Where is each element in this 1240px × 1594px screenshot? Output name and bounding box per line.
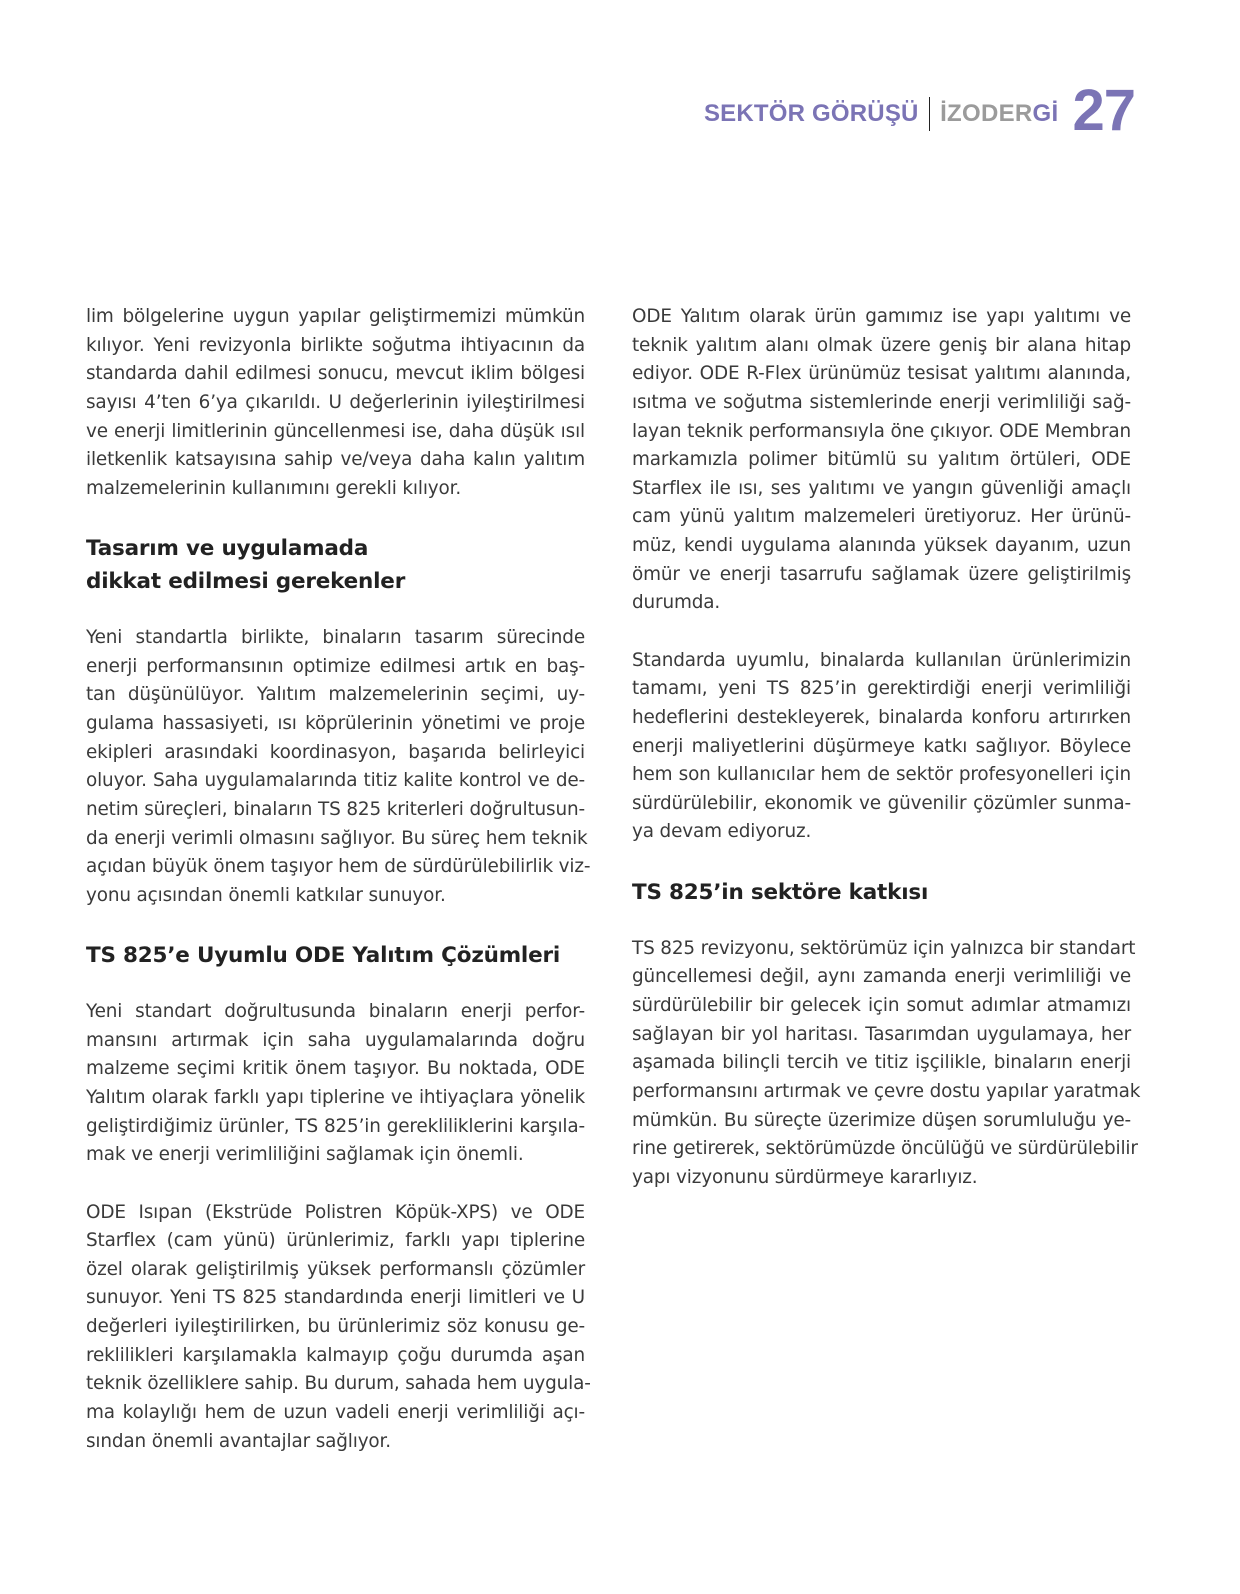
text-line: cam yünü yalıtım malzemeleri üretiyoruz. Her ürünü-: [632, 506, 1131, 528]
paragraph: [86, 1199, 591, 1457]
text-line: mak ve enerji verimliliğini sağlamak için önemli.: [86, 1144, 524, 1166]
header-divider: [929, 97, 931, 131]
text-line: aşamada bilinçli tercih ve titiz işçilikle, binaların enerji: [632, 1052, 1131, 1074]
text-line: rine getirerek, sektörümüzde öncülüğü ve sürdürülebilir: [632, 1138, 1138, 1160]
text-line: mansını artırmak için saha uygulamalarında doğru: [86, 1029, 585, 1051]
text-line: durumda.: [632, 592, 721, 614]
section-label: SEKTÖR GÖRÜŞÜ: [703, 100, 919, 127]
text-line: teknik yalıtım alanı olmak üzere geniş bir alana hitap: [632, 334, 1131, 356]
text-line: ömür ve enerji tasarrufu sağlamak üzere geliştirilmiş: [632, 563, 1131, 585]
text-line: enerji performansının optimize edilmesi artık en baş-: [86, 655, 585, 677]
text-line: hem son kullanıcılar hem de sektör profesyonelleri için: [632, 764, 1131, 786]
page-number: 27: [1072, 78, 1135, 143]
text-line: layan teknik performansıyla öne çıkıyor. ODE Membran: [632, 420, 1131, 442]
paragraph: [632, 935, 1141, 1193]
magazine-name-part1: İZODER: [940, 100, 1033, 127]
text-line: ma kolaylığı hem de uzun vadeli enerji verimliliği açı-: [86, 1402, 585, 1423]
text-line: sürdürülebilir, ekonomik ve güvenilir çözümler sunma-: [632, 792, 1131, 814]
text-line: performansını artırmak ve çevre dostu yapılar yaratmak: [632, 1080, 1141, 1102]
text-line: sından önemli avantajlar sağlıyor.: [86, 1430, 391, 1452]
text-line: sağlayan bir yol haritası. Tasarımdan uygulamaya, her: [632, 1023, 1131, 1045]
text-line: değerleri iyileştirilirken, bu ürünlerimiz söz konusu ge-: [86, 1316, 585, 1338]
text-line: mümkün. Bu süreçte üzerimize düşen sorumluluğu ye-: [632, 1109, 1131, 1131]
text-line: markamızla polimer bitümlü su yalıtım örtüleri, ODE: [632, 449, 1131, 471]
text-line: tan düşünülüyor. Yalıtım malzemelerinin seçimi, uy-: [86, 684, 585, 706]
text-line: Starflex (cam yünü) ürünlerimiz, farklı yapı tiplerine: [86, 1230, 585, 1252]
text-line: Yeni standart doğrultusunda binaların enerji perfor-: [86, 1001, 585, 1023]
heading-line: TS 825’in sektöre katkısı: [632, 879, 929, 905]
text-line: sürdürülebilir bir gelecek için somut adımlar atmamızı: [632, 995, 1131, 1016]
heading-line: TS 825’e Uyumlu ODE Yalıtım Çözümleri: [86, 943, 561, 969]
text-line: da enerji verimli olmasını sağlıyor. Bu süreç hem teknik: [86, 827, 588, 849]
text-line: lim bölgelerine uygun yapılar geliştirmemizi mümkün: [86, 306, 585, 327]
text-line: TS 825 revizyonu, sektörümüz için yalnızca bir standart: [632, 937, 1136, 959]
text-line: ODE Isıpan (Ekstrüde Polistren Köpük-XPS) ve ODE: [86, 1201, 585, 1223]
text-line: reklilikleri karşılamakla kalmayıp çoğu durumda aşan: [86, 1344, 585, 1366]
text-line: Yalıtım olarak farklı yapı tiplerine ve ihtiyaçlara yönelik: [86, 1087, 585, 1108]
text-line: hedeflerini destekleyerek, binalarda konforu artırırken: [632, 706, 1131, 728]
text-line: ediyor. ODE R-Flex ürünümüz tesisat yalıtımı alanında,: [632, 363, 1131, 385]
text-line: açıdan büyük önem taşıyor hem de sürdürülebilirlik viz-: [86, 856, 591, 878]
text-line: tamamı, yeni TS 825’in gerektirdiği enerji verimliliği: [632, 678, 1131, 700]
text-line: oluyor. Saha uygulamalarında titiz kalite kontrol ve de-: [86, 770, 585, 792]
text-line: netim süreçleri, binaların TS 825 kriterleri doğrultusun-: [86, 798, 585, 820]
text-line: sunuyor. Yeni TS 825 standardında enerji limitleri ve U: [86, 1287, 585, 1309]
text-line: özel olarak geliştirilmiş yüksek performanslı çözümler: [86, 1258, 585, 1280]
left-column: [86, 303, 591, 1485]
right-column: [632, 303, 1141, 1221]
text-line: malzeme seçimi kritik önem taşıyor. Bu noktada, ODE: [86, 1058, 585, 1080]
text-line: Starflex ile ısı, ses yalıtımı ve yangın güvenliği amaçlı: [632, 477, 1131, 499]
text-line: malzemelerinin kullanımını gerekli kılıyor.: [86, 477, 462, 499]
text-line: ve enerji limitlerinin güncellenmesi ise, daha düşük ısıl: [86, 420, 585, 442]
text-line: geliştirdiğimiz ürünler, TS 825’in gerekliliklerini karşıla-: [86, 1115, 585, 1137]
heading-line: Tasarım ve uygulamada: [86, 536, 369, 562]
text-line: enerji maliyetlerini düşürmeye katkı sağlıyor. Böylece: [632, 735, 1131, 757]
text-line: gulama hassasiyeti, ısı köprülerinin yönetimi ve proje: [86, 713, 585, 734]
text-line: teknik özelliklere sahip. Bu durum, sahada hem uygula-: [86, 1373, 591, 1395]
text-line: ya devam ediyoruz.: [632, 821, 812, 843]
text-line: müz, kendi uygulama alanında yüksek dayanım, uzun: [632, 535, 1131, 557]
text-line: iletkenlik katsayısına sahip ve/veya daha kalın yalıtım: [86, 449, 585, 471]
text-line: standarda dahil edilmesi sonucu, mevcut iklim bölgesi: [86, 363, 585, 385]
section-heading: [632, 876, 1131, 909]
text-line: kılıyor. Yeni revizyonla birlikte soğutma ihtiyacının da: [86, 334, 585, 356]
text-line: ısıtma ve soğutma sistemlerinde enerji verimliliği sağ-: [632, 391, 1131, 413]
text-line: yapı vizyonunu sürdürmeye kararlıyız.: [632, 1166, 978, 1188]
magazine-name-part2: Gİ: [1032, 100, 1059, 127]
text-line: Yeni standartla birlikte, binaların tasarım sürecinde: [86, 627, 585, 649]
text-line: güncellemesi değil, aynı zamanda enerji verimliliği ve: [632, 966, 1131, 988]
text-line: Standarda uyumlu, binalarda kullanılan ürünlerimizin: [632, 649, 1131, 671]
paragraph: [86, 624, 591, 910]
paragraph: [86, 998, 585, 1170]
text-line: yonu açısından önemli katkılar sunuyor.: [86, 884, 446, 906]
paragraph: [632, 647, 1131, 847]
paragraph: [632, 303, 1131, 618]
page-header: [703, 78, 1135, 143]
text-line: ekipleri arasındaki koordinasyon, başarıda belirleyici: [86, 741, 585, 763]
section-heading: [86, 939, 585, 972]
text-line: ODE Yalıtım olarak ürün gamımız ise yapı yalıtımı ve: [632, 306, 1131, 327]
magazine-name: [940, 100, 1058, 128]
section-heading: [86, 532, 585, 598]
text-line: sayısı 4’ten 6’ya çıkarıldı. U değerlerinin iyileştirilmesi: [86, 391, 585, 413]
paragraph: [86, 303, 585, 503]
heading-line: dikkat edilmesi gerekenler: [86, 569, 406, 595]
